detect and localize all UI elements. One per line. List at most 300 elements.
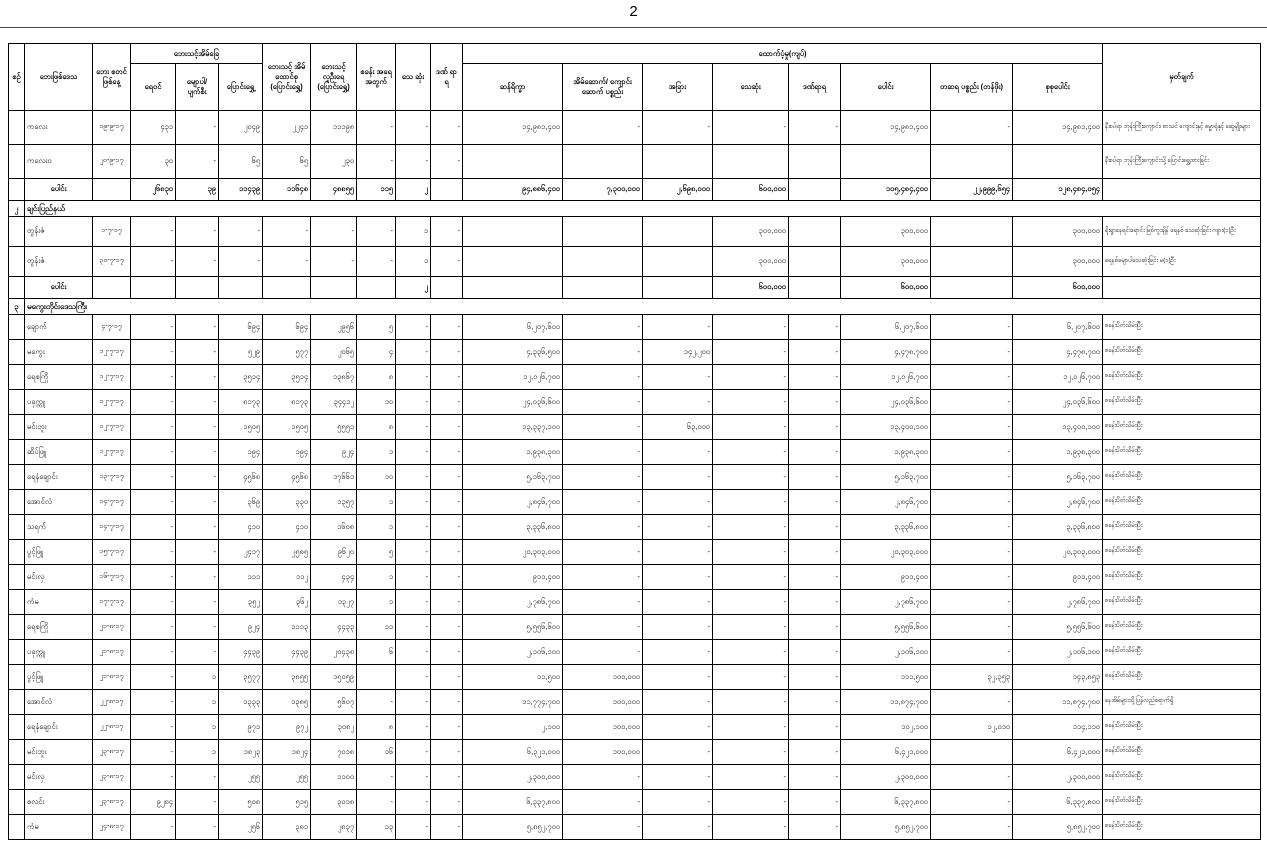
cell [9, 815, 25, 840]
cell: ၁၂-၇-၁၇ [93, 365, 131, 390]
cell: ၁၁၂ [263, 565, 311, 590]
cell: မင်းလှ [25, 765, 93, 790]
cell: - [931, 640, 1013, 665]
cell: ၆၉၄ [219, 315, 263, 340]
cell: ၁၃ [357, 815, 396, 840]
cell: - [563, 365, 643, 390]
cell: - [396, 640, 431, 665]
cell: ၁၁,၅၀၀ [463, 665, 563, 690]
cell: - [789, 590, 841, 615]
cell: ၂,၇၈၆,၇၀၀ [1013, 590, 1103, 615]
cell: ၁၂,၀၁၀ [931, 715, 1013, 740]
cell: - [713, 415, 789, 440]
cell [9, 111, 25, 145]
table-row [9, 740, 1261, 765]
table-row [9, 565, 1261, 590]
cell: စခန်းပိတ်သိမ်းပြီး [1103, 440, 1261, 465]
cell: - [931, 690, 1013, 715]
cell: ၈ [357, 365, 396, 390]
cell: - [713, 715, 789, 740]
table-row [9, 217, 1261, 247]
cell: - [396, 540, 431, 565]
cell: - [643, 715, 713, 740]
cell: စခန်းပိတ်သိမ်းပြီး [1103, 565, 1261, 590]
cell: - [643, 515, 713, 540]
cell: ၃၀၁၈ [311, 790, 357, 815]
cell: ၂၄,၀၃၆,၆၀၀ [1013, 390, 1103, 415]
cell: - [131, 217, 176, 247]
cell: ၁၀၀,၀၀၀ [563, 715, 643, 740]
cell: ၁၄၃,၈၅၃ [1013, 665, 1103, 690]
cell [311, 277, 357, 299]
cell: ၁၃၈၅ [263, 690, 311, 715]
table-row [9, 247, 1261, 277]
cell: - [431, 565, 463, 590]
cell [176, 277, 219, 299]
cell [9, 590, 25, 615]
cell: - [431, 217, 463, 247]
cell: ၉၇၁ [219, 715, 263, 740]
cell: ကလေး [25, 111, 93, 145]
cell: - [396, 390, 431, 415]
cell: ၈၁၇၃ [219, 390, 263, 415]
cell [431, 179, 463, 201]
cell: - [431, 111, 463, 145]
cell [357, 665, 396, 690]
cell: ရေနံချောင်း [25, 465, 93, 490]
cell: စခန်းပိတ်သိမ်းပြီး [1103, 490, 1261, 515]
cell: ၅,၅၅၆,၆၀၀ [1013, 615, 1103, 640]
cell: - [357, 145, 396, 179]
cell [789, 145, 841, 179]
cell: - [176, 615, 219, 640]
col-group-affected-households: ဘေးသင့်အိမ်ခြေ [131, 44, 263, 64]
cell [93, 277, 131, 299]
cell: ၁၁၅ [357, 179, 396, 201]
section-number: ၂ [9, 201, 25, 217]
cell: - [563, 540, 643, 565]
cell: - [713, 340, 789, 365]
cell: - [789, 790, 841, 815]
cell: - [789, 111, 841, 145]
cell: - [176, 640, 219, 665]
cell: - [176, 440, 219, 465]
cell: - [263, 217, 311, 247]
cell: - [431, 515, 463, 540]
cell: ၁၅-၇-၁၇ [93, 540, 131, 565]
cell: ၉၂၈၄ [131, 790, 176, 815]
cell: - [311, 217, 357, 247]
cell: ၃၀၀,၀၀၀ [841, 217, 931, 247]
cell: - [643, 540, 713, 565]
cell [563, 217, 643, 247]
cell: ၆ [357, 640, 396, 665]
cell: ၅,၁၆၃,၇၀၀ [463, 465, 563, 490]
cell: ၆၃,၀၀၀ [643, 415, 713, 440]
cell: ၁၂-၇-၁၇ [93, 415, 131, 440]
cell [9, 665, 25, 690]
cell: ၈ [357, 715, 396, 740]
table-row [9, 515, 1261, 540]
cell: - [931, 615, 1013, 640]
cell: - [176, 765, 219, 790]
cell: - [396, 465, 431, 490]
cell: ၁၉၄ [263, 440, 311, 465]
cell: - [789, 690, 841, 715]
cell [9, 440, 25, 465]
table-row [9, 590, 1261, 615]
cell: ၉၁၁,၄၀၀ [1013, 565, 1103, 590]
cell: ၁၂,၀၂၆,၇၀၀ [463, 365, 563, 390]
cell: ၆၀၀,၀၀၀ [713, 277, 789, 299]
cell: - [931, 815, 1013, 840]
cell: ၄၅၆၈ [263, 465, 311, 490]
cell: ၃၈၅၅ [263, 665, 311, 690]
cell: ၁၆ [357, 740, 396, 765]
cell: ကလေးဝ [25, 145, 93, 179]
cell: - [396, 790, 431, 815]
cell [789, 217, 841, 247]
cell: - [713, 540, 789, 565]
cell: - [176, 390, 219, 415]
cell: ၁၈၂၄ [263, 740, 311, 765]
cell: - [357, 111, 396, 145]
cell: စခန်းပိတ်သိမ်းပြီး [1103, 715, 1261, 740]
cell: - [713, 490, 789, 515]
cell: - [131, 590, 176, 615]
cell [1013, 145, 1103, 179]
cell: - [643, 111, 713, 145]
cell: ၃,၃၃၆,၈၀၀ [1013, 515, 1103, 540]
cell: ၂၃-၈-၁၇ [93, 740, 131, 765]
cell: - [176, 815, 219, 840]
cell [931, 247, 1013, 277]
cell: ၁၁၄၃၉ [219, 179, 263, 201]
cell: မင်းဘူး [25, 415, 93, 440]
cell: ၂၂၄၁ [263, 111, 311, 145]
cell: - [563, 390, 643, 415]
cell: - [563, 815, 643, 840]
cell: တွန်းဇံ [25, 247, 93, 277]
section-label: မကွေးတိုင်းဒေသကြီး [25, 299, 1261, 315]
cell: ၆,၂၀၇,၆၀၀ [841, 315, 931, 340]
cell: ၁-၇-၁၇ [93, 217, 131, 247]
cell: စခန်းပိတ်သိမ်းပြီး [1103, 315, 1261, 340]
cell: သရက် [25, 515, 93, 540]
table-row [9, 340, 1261, 365]
table-row [9, 111, 1261, 145]
cell: ၁ [396, 217, 431, 247]
cell [563, 247, 643, 277]
cell: - [131, 740, 176, 765]
cell: ၃၀-၇-၁၇ [93, 247, 131, 277]
cell: - [396, 340, 431, 365]
cell: စခန်းပိတ်သိမ်းပြီး [1103, 590, 1261, 615]
cell: ၁,၉၃၈,၃၀၀ [1013, 440, 1103, 465]
cell: ၂၀-၉-၁၇ [93, 145, 131, 179]
cell: ၃,၃၃၆,၈၀၀ [841, 515, 931, 540]
cell: ၅၅၅၁ [311, 415, 357, 440]
cell: - [396, 715, 431, 740]
cell: - [357, 690, 396, 715]
cell: ၂,၈၄၆,၇၀၀ [463, 490, 563, 515]
cell: ၂၆၈၃၀ [131, 179, 176, 201]
cell: - [396, 615, 431, 640]
cell: - [789, 740, 841, 765]
cell: - [396, 315, 431, 340]
cell: ပွင့်ဖြူ [25, 540, 93, 565]
cell: စခန်းပိတ်သိမ်းပြီး [1103, 815, 1261, 840]
cell [9, 277, 25, 299]
cell: - [396, 440, 431, 465]
cell: ၅၀၈ [219, 790, 263, 815]
cell: ၃၀၀,၀၀၀ [713, 247, 789, 277]
cell: ၁ [357, 590, 396, 615]
cell: - [789, 715, 841, 740]
cell: ၁၉-၉-၁၇ [93, 111, 131, 145]
cell: - [176, 247, 219, 277]
cell: - [643, 690, 713, 715]
cell: - [131, 515, 176, 540]
cell: ၁၇-၇-၁၇ [93, 590, 131, 615]
col-header-relocated: ပြောင်းရွှေ့ [219, 64, 263, 111]
table-row [9, 690, 1261, 715]
cell [9, 490, 25, 515]
page-number: 2 [629, 3, 638, 20]
cell: စခန်းပိတ်သိမ်းပြီး [1103, 665, 1261, 690]
cell: ပခုက္ကူ [25, 390, 93, 415]
cell [931, 740, 1013, 765]
cell: ၂၀၄၉ [219, 111, 263, 145]
cell: ၆၀၀,၀၀၀ [1013, 277, 1103, 299]
cell: အောင်လံ [25, 490, 93, 515]
cell: ၂၄,၀၃၆,၆၀၀ [841, 390, 931, 415]
cell: ၂၉၅၆ [311, 315, 357, 340]
cell: - [396, 515, 431, 540]
cell: - [643, 490, 713, 515]
cell: ၁၃,၃၃၇,၁၀၀ [463, 415, 563, 440]
cell: ၉၁၁,၄၀၀ [463, 565, 563, 590]
cell: - [131, 540, 176, 565]
cell: ၅,၈၅၂,၇၀၀ [463, 815, 563, 840]
cell [357, 277, 396, 299]
cell: - [643, 740, 713, 765]
cell: - [431, 640, 463, 665]
cell [9, 365, 25, 390]
cell: ၂၅၈၅ [263, 540, 311, 565]
cell [9, 315, 25, 340]
cell: ၃၀၀,၀၀၀ [1013, 217, 1103, 247]
cell: ၄၃၁ [131, 111, 176, 145]
cell: - [357, 765, 396, 790]
cell: - [643, 790, 713, 815]
cell: - [713, 665, 789, 690]
cell: ၁၀ [357, 390, 396, 415]
cell: ၂,၈၄၆,၇၀၀ [841, 490, 931, 515]
cell [9, 390, 25, 415]
cell [841, 145, 931, 179]
cell: - [643, 815, 713, 840]
cell: - [931, 315, 1013, 340]
cell: - [176, 145, 219, 179]
cell: - [431, 665, 463, 690]
cell [9, 690, 25, 715]
cell: ၁၀၀,၀၀၀ [563, 740, 643, 765]
cell: ၂၈၃၇ [311, 815, 357, 840]
col-group-support-kyat: ထောက်ပံ့မှု(ကျပ်) [463, 44, 1103, 64]
cell: စခန်းပိတ်သိမ်းပြီး [1103, 390, 1261, 415]
cell: - [431, 790, 463, 815]
cell: ပေါင်း [25, 277, 93, 299]
cell: ၁၁၁,၅၀၀ [841, 665, 931, 690]
cell: ၃၅၁၄ [219, 365, 263, 390]
cell: - [563, 440, 643, 465]
cell: - [643, 665, 713, 690]
cell: ၄,၄၇၈,၇၀၀ [1013, 340, 1103, 365]
cell: ၂,၇၈၆,၇၀၀ [841, 590, 931, 615]
cell: - [789, 365, 841, 390]
cell: - [131, 365, 176, 390]
cell: - [563, 465, 643, 490]
cell: မကွေး [25, 340, 93, 365]
cell: ၉၂၄ [311, 440, 357, 465]
cell: - [643, 640, 713, 665]
table-row [9, 440, 1261, 465]
cell: - [431, 740, 463, 765]
cell: ၂၀,၃၀၃,၀၀၀ [841, 540, 931, 565]
cell: - [431, 390, 463, 415]
cell [9, 715, 25, 740]
cell: ၃၀၀,၀၀၀ [1013, 247, 1103, 277]
cell: ၂၁-၈-၁၇ [93, 615, 131, 640]
cell: ၁၃၈၆၇ [311, 365, 357, 390]
cell: ၁၀ [357, 465, 396, 490]
total-row [9, 179, 1261, 201]
cell: ချောက် [25, 315, 93, 340]
cell: ၁၃-၇-၁၇ [93, 465, 131, 490]
cell [931, 145, 1013, 179]
cell: ၁၁၄,၁၁၀ [1013, 715, 1103, 740]
cell: ၁ [357, 440, 396, 465]
cell: ၅,၈၅၂,၇၀၀ [1013, 815, 1103, 840]
cell: ဆိပ်ဖြူ [25, 440, 93, 465]
cell: ၅,၅၅၆,၆၀၀ [841, 615, 931, 640]
cell: - [931, 515, 1013, 540]
cell: ၁၂-၇-၁၇ [93, 440, 131, 465]
cell: ၃၀၀,၀၀၀ [713, 217, 789, 247]
cell: - [789, 390, 841, 415]
cell: - [131, 565, 176, 590]
cell: ၂၄-၈-၁၇ [93, 815, 131, 840]
cell: - [789, 465, 841, 490]
cell: ၁ [357, 515, 396, 540]
cell: ၆၀၀,၀၀၀ [713, 179, 789, 201]
cell [93, 179, 131, 201]
cell: နေအိမ်များသို့ပြန်လည်ရောက်ရှိ [1103, 690, 1261, 715]
cell: - [176, 790, 219, 815]
table-row [9, 490, 1261, 515]
table-row [9, 465, 1261, 490]
cell: - [931, 590, 1013, 615]
cell: - [396, 765, 431, 790]
section-row [9, 299, 1261, 315]
cell: - [643, 465, 713, 490]
total-row [9, 277, 1261, 299]
cell: ၁ [357, 565, 396, 590]
cell: - [563, 490, 643, 515]
cell: - [131, 765, 176, 790]
cell: - [396, 490, 431, 515]
cell: ၉၄,၈၈၆,၄၀၀ [463, 179, 563, 201]
cell: ၃၀ [131, 145, 176, 179]
cell: ၁၁၁၉၈ [311, 111, 357, 145]
cell: ၄ [357, 340, 396, 365]
cell: - [713, 111, 789, 145]
cell: ၄၈၈၅၅ [311, 179, 357, 201]
cell: ၆,၃၃၇,၈၀၀ [463, 790, 563, 815]
cell: - [431, 247, 463, 277]
cell: - [713, 740, 789, 765]
cell: ၃၈၁ [263, 815, 311, 840]
cell [131, 277, 176, 299]
cell: - [357, 790, 396, 815]
cell: ၁ [396, 247, 431, 277]
cell: - [931, 415, 1013, 440]
cell [563, 145, 643, 179]
cell: ၃၀၀,၀၀၀ [841, 247, 931, 277]
cell: - [931, 440, 1013, 465]
cell: - [431, 415, 463, 440]
cell [463, 247, 563, 277]
col-header-building-materials: အိမ်ဆောက်/ ကျောင်းဆောက် ပစ္စည်း [563, 64, 643, 111]
cell: ပွင့်ဖြူ [25, 665, 93, 690]
cell: - [396, 415, 431, 440]
cell: - [563, 340, 643, 365]
cell: ၃၆၉ [219, 490, 263, 515]
cell: ၁၂,၀၂၆,၇၀၀ [1013, 365, 1103, 390]
cell: စခန်းပိတ်သိမ်းပြီး [1103, 790, 1261, 815]
cell: ၂၃-၈-၁၇ [93, 765, 131, 790]
cell: ၁၀၀,၀၀၀ [563, 665, 643, 690]
cell: ၁၅၀၅၉ [311, 665, 357, 690]
cell: - [643, 440, 713, 465]
cell: - [396, 365, 431, 390]
cell: ၆,၃၃၇,၈၀၀ [1013, 790, 1103, 815]
col-header-rice-ration: ဆန်ရိက္ခာ [463, 64, 563, 111]
table-row [9, 415, 1261, 440]
cell: နီးစပ်ရာ ဘုန်းကြီးကျောင်း၊ စာသင် ကျောင်းနှင့် ဓမ္မာရုံနှင့် ဆွေမျိုးများ [1103, 111, 1261, 145]
cell [9, 179, 25, 201]
cell: - [176, 217, 219, 247]
cell: - [176, 315, 219, 340]
cell: ၁၈၂၃ [219, 740, 263, 765]
cell: - [931, 111, 1013, 145]
cell: ရေနံချောင်း [25, 715, 93, 740]
table-header [9, 44, 1261, 111]
col-header-support-total: ပေါင်း [841, 64, 931, 111]
cell: - [563, 640, 643, 665]
cell: ၁၁၆၄၈ [263, 179, 311, 201]
cell [9, 565, 25, 590]
cell: ၂၅၅ [219, 765, 263, 790]
cell: ၇၀၁၈ [311, 740, 357, 765]
cell: - [563, 565, 643, 590]
cell: ၁၄,၉၈၁,၄၀၀ [1013, 111, 1103, 145]
cell: - [789, 540, 841, 565]
cell: ၂,၃၀၀,၀၀၀ [841, 765, 931, 790]
cell: ၂,၇၈၆,၇၀၀ [463, 590, 563, 615]
cell [9, 740, 25, 765]
